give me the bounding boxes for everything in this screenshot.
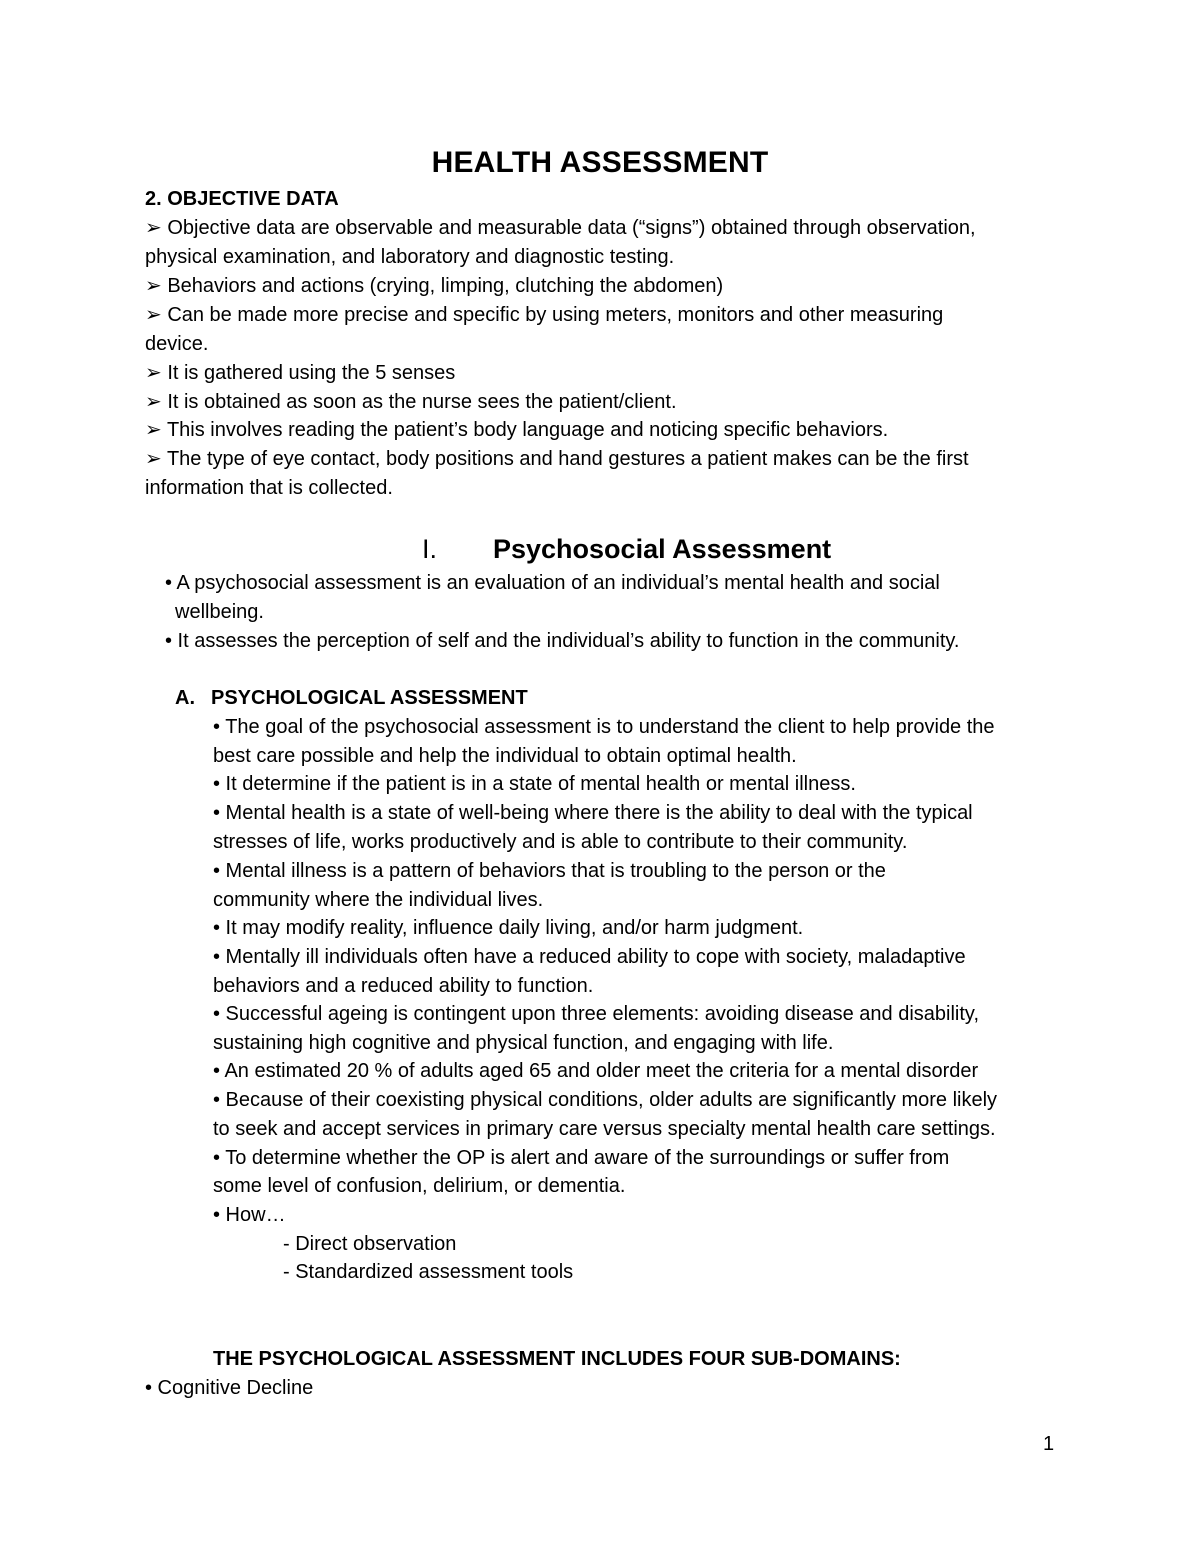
- psychological-line: • How…: [213, 1204, 286, 1226]
- objective-line: physical examination, and laboratory and diagnostic testing.: [145, 246, 675, 268]
- psychological-line: • It may modify reality, influence daily living, and/or harm judgment.: [213, 917, 804, 939]
- psychosocial-line: wellbeing.: [175, 601, 264, 623]
- document-title: HEALTH ASSESSMENT: [431, 146, 769, 179]
- psychological-line: • The goal of the psychosocial assessment is to understand the client to help provide the: [213, 716, 995, 738]
- psychological-line: best care possible and help the individual to obtain optimal health.: [213, 745, 797, 767]
- psychological-line: • Mentally ill individuals often have a reduced ability to cope with society, maladaptive: [213, 946, 966, 968]
- objective-line: ➢ It is obtained as soon as the nurse sees the patient/client.: [145, 391, 677, 413]
- subsection-heading: PSYCHOLOGICAL ASSESSMENT: [211, 687, 528, 709]
- subsection-label: A.: [175, 687, 195, 709]
- subdomains-heading: THE PSYCHOLOGICAL ASSESSMENT INCLUDES FOUR SUB-DOMAINS:: [213, 1348, 901, 1370]
- objective-line: device.: [145, 333, 209, 355]
- psychological-line: • To determine whether the OP is alert and aware of the surroundings or suffer from: [213, 1147, 950, 1169]
- psychological-line: to seek and accept services in primary care versus specialty mental health care settings.: [213, 1118, 996, 1140]
- objective-line: ➢ This involves reading the patient’s body language and noticing specific behaviors.: [145, 419, 889, 441]
- section-number: I.: [422, 534, 438, 564]
- psychological-line: some level of confusion, delirium, or dementia.: [213, 1175, 626, 1197]
- psychological-line: • It determine if the patient is in a state of mental health or mental illness.: [213, 773, 856, 795]
- objective-line: ➢ It is gathered using the 5 senses: [145, 362, 456, 384]
- objective-line: ➢ Behaviors and actions (crying, limping, clutching the abdomen): [145, 275, 724, 297]
- objective-line: ➢ Objective data are observable and measurable data (“signs”) obtained through observation,: [145, 217, 976, 239]
- psychological-line: • Successful ageing is contingent upon three elements: avoiding disease and disability,: [213, 1003, 979, 1025]
- page-number: 1: [1043, 1433, 1055, 1455]
- objective-heading: 2. OBJECTIVE DATA: [145, 188, 339, 210]
- psychological-line: • Mental illness is a pattern of behaviors that is troubling to the person or the: [213, 860, 886, 882]
- method-item: - Standardized assessment tools: [283, 1261, 574, 1283]
- psychological-line: • Because of their coexisting physical conditions, older adults are significantly more likely: [213, 1089, 998, 1111]
- objective-line: ➢ Can be made more precise and specific by using meters, monitors and other measuring: [145, 304, 944, 326]
- psychological-line: community where the individual lives.: [213, 889, 544, 911]
- objective-line: ➢ The type of eye contact, body positions and hand gestures a patient makes can be the first: [145, 448, 969, 470]
- psychosocial-line: • It assesses the perception of self and the individual’s ability to function in the community.: [165, 630, 960, 652]
- psychological-line: behaviors and a reduced ability to function.: [213, 975, 594, 997]
- subdomain-item: • Cognitive Decline: [145, 1377, 314, 1399]
- psychosocial-line: • A psychosocial assessment is an evaluation of an individual’s mental health and social: [165, 572, 940, 594]
- psychological-line: sustaining high cognitive and physical function, and engaging with life.: [213, 1032, 834, 1054]
- psychological-line: • Mental health is a state of well-being where there is the ability to deal with the typical: [213, 802, 973, 824]
- psychological-line: stresses of life, works productively and is able to contribute to their community.: [213, 831, 908, 853]
- method-item: - Direct observation: [283, 1233, 457, 1255]
- psychological-line: • An estimated 20 % of adults aged 65 and older meet the criteria for a mental disorder: [213, 1060, 979, 1082]
- section-heading: Psychosocial Assessment: [493, 534, 832, 564]
- objective-line: information that is collected.: [145, 477, 393, 499]
